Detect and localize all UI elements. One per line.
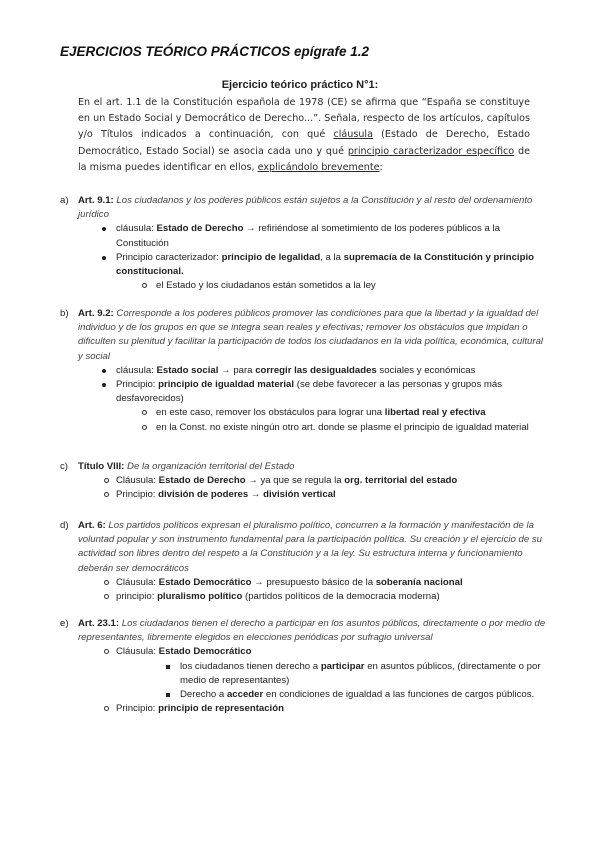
intro-text-4: : (379, 161, 383, 173)
bullet-circle-icon (142, 425, 147, 430)
section-b-sub-2 (78, 421, 548, 435)
body-text: → presupuesto básico de la (251, 576, 376, 588)
bold-text: libertad real y efectiva (384, 407, 486, 419)
label-text: Principio caracterizador: (116, 251, 222, 263)
bullet-disc-icon (102, 383, 106, 387)
bold-text: Estado Democrático (158, 646, 252, 658)
bullet-circle-icon (104, 706, 109, 711)
bold-text: Estado de Derecho (158, 475, 246, 487)
bold-text: soberanía nacional (375, 576, 463, 588)
section-d-sub-2 (78, 590, 548, 604)
intro-text-3: de la misma puedes identificar en ellos, (78, 145, 531, 173)
section-e-sub-1 (78, 645, 548, 659)
bullet-circle-icon (142, 283, 147, 288)
label-text: cláusula: (116, 364, 157, 376)
bold-text: supremacía de la Constitución y principio constitucional. (116, 251, 534, 278)
section-a (60, 194, 548, 293)
bold-text: división de poderes → división vertical (158, 489, 336, 501)
body-text: Derecho a (180, 689, 227, 701)
intro-underline-principio: principio caracterizador específico (347, 145, 515, 157)
intro-text-1: En el art. 1.1 de la Constitución española de 1978 (CE) se afirma que “España se constituye en un Estado Social y Democrático de Derecho...”. Señala, respecto de los artículos, capítulos y/o Títulos indicados a continuación, con qué (78, 97, 530, 141)
section-b-sub-1 (78, 406, 548, 420)
bold-text: Estado Democrático (158, 576, 252, 588)
section-c-sub-1 (78, 474, 548, 488)
body-text: en la Const. no existe ningún otro art. donde se plasme el principio de igualdad material (156, 421, 529, 433)
section-b-heading (60, 307, 548, 364)
section-c-sub-2 (78, 488, 548, 502)
bold-text: org. territorial del estado (344, 475, 458, 487)
bullet-disc-icon (102, 227, 106, 231)
bullet-circle-icon (104, 649, 109, 654)
bold-text: principio de representación (158, 703, 284, 715)
section-d (60, 519, 548, 604)
page-title: EJERCICIOS TEÓRICO PRÁCTICOS epígrafe 1.2 (60, 44, 370, 59)
bold-text: participar (320, 660, 365, 672)
section-e (60, 617, 548, 716)
section-d-marker: d) (60, 520, 69, 531)
section-a-article: Art. 9.1: (78, 195, 114, 206)
bullet-circle-icon (142, 410, 147, 415)
body-text: el Estado y los ciudadanos están sometidos a la ley (156, 280, 376, 292)
section-b-bullet-2 (78, 378, 548, 406)
bullet-circle-icon (104, 580, 109, 585)
section-a-bullet-1 (78, 222, 548, 250)
body-text: → ya que se regula la (245, 475, 345, 487)
bold-text: principio de legalidad (221, 251, 321, 263)
section-c (60, 460, 548, 503)
bold-text: pluralismo político (157, 591, 243, 603)
section-b-marker: b) (60, 308, 69, 319)
section-b-article: Art. 9.2: (78, 308, 114, 319)
bold-text: acceder (226, 689, 264, 701)
bullet-disc-icon (102, 369, 106, 373)
label-text: cláusula: (116, 223, 157, 235)
bold-text: Estado social (156, 364, 219, 376)
bullet-circle-icon (104, 594, 109, 599)
bullet-circle-icon (104, 478, 109, 483)
section-a-heading (60, 194, 548, 222)
bold-text: Estado de Derecho (156, 223, 244, 235)
bullet-circle-icon (104, 492, 109, 497)
section-c-quote: De la organización territorial del Estado (124, 461, 295, 472)
label-text: Cláusula: (116, 646, 159, 658)
body-text: en este caso, remover los obstáculos para lograr una (156, 407, 385, 419)
section-e-article: Art. 23.1: (78, 618, 120, 629)
exercise-subtitle: Ejercicio teórico práctico N°1: (221, 79, 379, 91)
body-text: , a la (320, 251, 344, 263)
bold-text: corregir las desigualdades (255, 364, 377, 376)
bold-text: principio de igualdad material (158, 379, 295, 391)
section-e-heading (60, 617, 548, 645)
label-text: Cláusula: (116, 475, 159, 487)
section-b (60, 307, 548, 435)
section-d-heading (60, 519, 548, 576)
section-a-quote: Los ciudadanos y los poderes públicos están sujetos a la Constitución y al resto del ordenamiento jurídico (78, 195, 533, 221)
body-text: sociales y económicas (376, 364, 476, 376)
label-text: Cláusula: (116, 576, 159, 588)
section-d-article: Art. 6: (78, 520, 106, 531)
intro-underline-clausula: cláusula (333, 129, 373, 141)
intro-paragraph (78, 95, 530, 176)
section-e-sub-2 (78, 702, 548, 716)
section-d-quote: Los partidos políticos expresan el pluralismo político, concurren a la formación y manifestación de la voluntad popular y son instrumento fundamental para la participación política. Su creación y el ejercicio de su actividad son libres dentro del respeto a la Constitución y a la ley. Su estructura interna y funcionamiento deberán ser democráticos (78, 520, 542, 574)
body-text: en condiciones de igualdad a las funciones de cargos públicos. (263, 689, 535, 701)
section-c-article: Título VIII: (78, 461, 125, 472)
body-text: en asuntos públicos, (directamente o por medio de representantes) (180, 660, 541, 686)
label-text: Principio: (116, 379, 159, 391)
bullet-disc-icon (102, 256, 106, 260)
intro-text-2: (Estado de Derecho, Estado Democrático, Estado Social) se asocia cada uno y qué (78, 129, 530, 157)
bullet-square-icon (166, 693, 170, 697)
section-e-square-2 (78, 688, 548, 702)
section-d-sub-1 (78, 576, 548, 590)
section-e-quote: Los ciudadanos tienen el derecho a participar en los asuntos públicos, directamente o por medio de representantes, libremente elegidos en elecciones periódicas por sufragio universal (78, 618, 546, 644)
body-text: (partidos políticos de la democracia moderna) (242, 591, 440, 603)
section-a-marker: a) (60, 195, 69, 206)
section-a-bullet-2 (78, 251, 548, 279)
section-b-bullet-1 (78, 364, 548, 378)
section-e-square-1 (78, 660, 548, 688)
bullet-square-icon (166, 665, 170, 669)
intro-underline-explicandolo: explicándolo brevemente (257, 161, 380, 173)
label-text: Principio: (116, 703, 159, 715)
section-b-quote: Corresponde a los poderes públicos promover las condiciones para que la libertad y la igualdad del individuo y de los grupos en que se integra sean reales y efectivas; remover los obstáculos que impidan o dificulten su plenitud y facilitar la participación de todos los ciudadanos en la vida política, económica, cultural y social (78, 308, 544, 362)
body-text: → para (218, 364, 256, 376)
section-c-marker: c) (60, 461, 68, 472)
section-e-marker: e) (60, 618, 69, 629)
section-a-sub-1 (78, 279, 548, 293)
body-text: → refiriéndose al sometimiento de los poderes públicos a la Constitución (116, 223, 500, 249)
body-text: los ciudadanos tienen derecho a (180, 660, 321, 672)
label-text: principio: (116, 591, 158, 603)
section-c-heading (60, 460, 548, 474)
label-text: Principio: (116, 489, 159, 501)
body-text: (se debe favorecer a las personas y grupos más desfavorecidos) (116, 379, 503, 405)
